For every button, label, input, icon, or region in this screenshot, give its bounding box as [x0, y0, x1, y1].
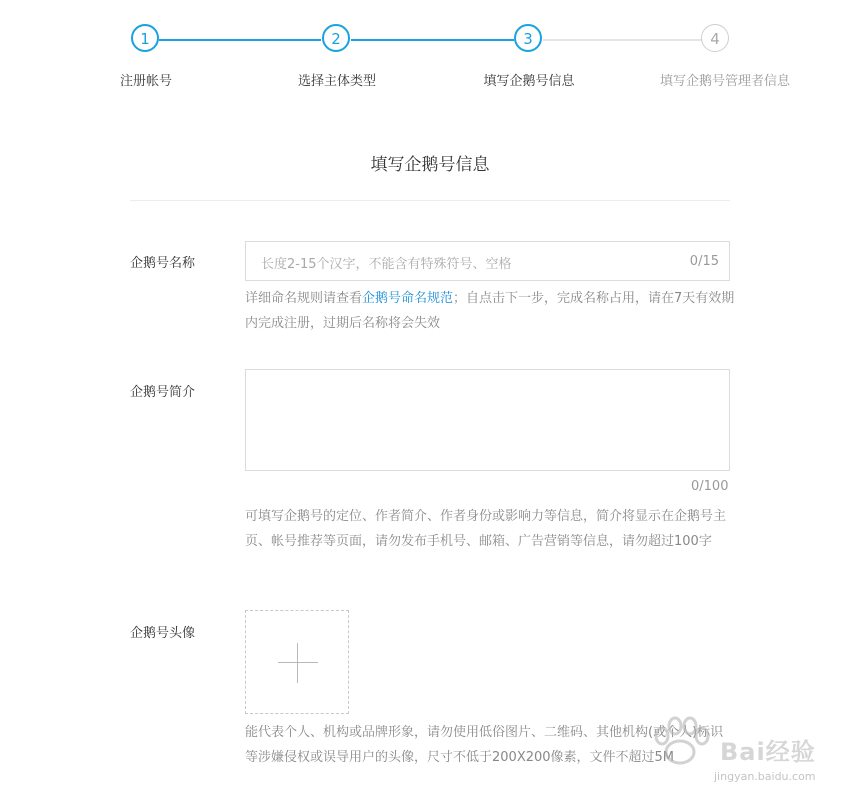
name-hint-suffix: ；自点击下一步，完成名称占用，请在7天有效期内完成注册，过期后名称将会失效 [245, 291, 735, 331]
name-hint [245, 286, 735, 336]
naming-rules-link[interactable]: 企鹅号命名规范 [362, 291, 454, 306]
step-connector-3-4 [543, 39, 701, 41]
name-input[interactable] [245, 241, 730, 281]
name-hint-prefix: 详细命名规则请查看 [245, 291, 363, 306]
progress-stepper [0, 0, 841, 110]
step-3-label: 填写企鹅号信息 [483, 74, 575, 89]
intro-field-label: 企鹅号简介 [130, 385, 196, 400]
title-divider [130, 200, 730, 201]
intro-char-counter: 0/100 [691, 479, 729, 494]
name-field-label: 企鹅号名称 [130, 256, 196, 271]
avatar-upload-button[interactable] [245, 610, 349, 714]
step-2-circle: 2 [322, 24, 350, 52]
step-4-circle: 4 [701, 24, 729, 52]
step-3-circle: 3 [514, 24, 542, 52]
step-connector-2-3 [351, 39, 514, 41]
name-input-placeholder: 长度2-15个汉字，不能含有特殊符号、空格 [261, 257, 512, 272]
avatar-field-label: 企鹅号头像 [130, 626, 196, 641]
step-2-label: 选择主体类型 [297, 74, 376, 89]
step-connector-1-2 [159, 39, 321, 41]
step-4-label: 填写企鹅号管理者信息 [659, 74, 790, 89]
step-1-circle: 1 [131, 24, 159, 52]
watermark-text: Bai经验 [720, 738, 816, 766]
watermark-url: jingyan.baidu.com [714, 770, 816, 783]
intro-hint: 可填写企鹅号的定位、作者简介、作者身份或影响力等信息，简介将显示在企鹅号主页、帐号推荐等页面，请勿发布手机号、邮箱、广告营销等信息，请勿超过100字 [245, 509, 727, 549]
page-title: 填写企鹅号信息 [370, 155, 490, 175]
step-1-label: 注册帐号 [119, 74, 172, 89]
intro-textarea[interactable] [245, 369, 730, 471]
name-char-counter: 0/15 [689, 254, 719, 269]
avatar-hint: 能代表个人、机构或品牌形象，请勿使用低俗图片、二维码、其他机构(或个人)标识等涉嫌侵权或误导用户的头像，尺寸不低于200X200像素，文件不超过5M [245, 725, 724, 765]
